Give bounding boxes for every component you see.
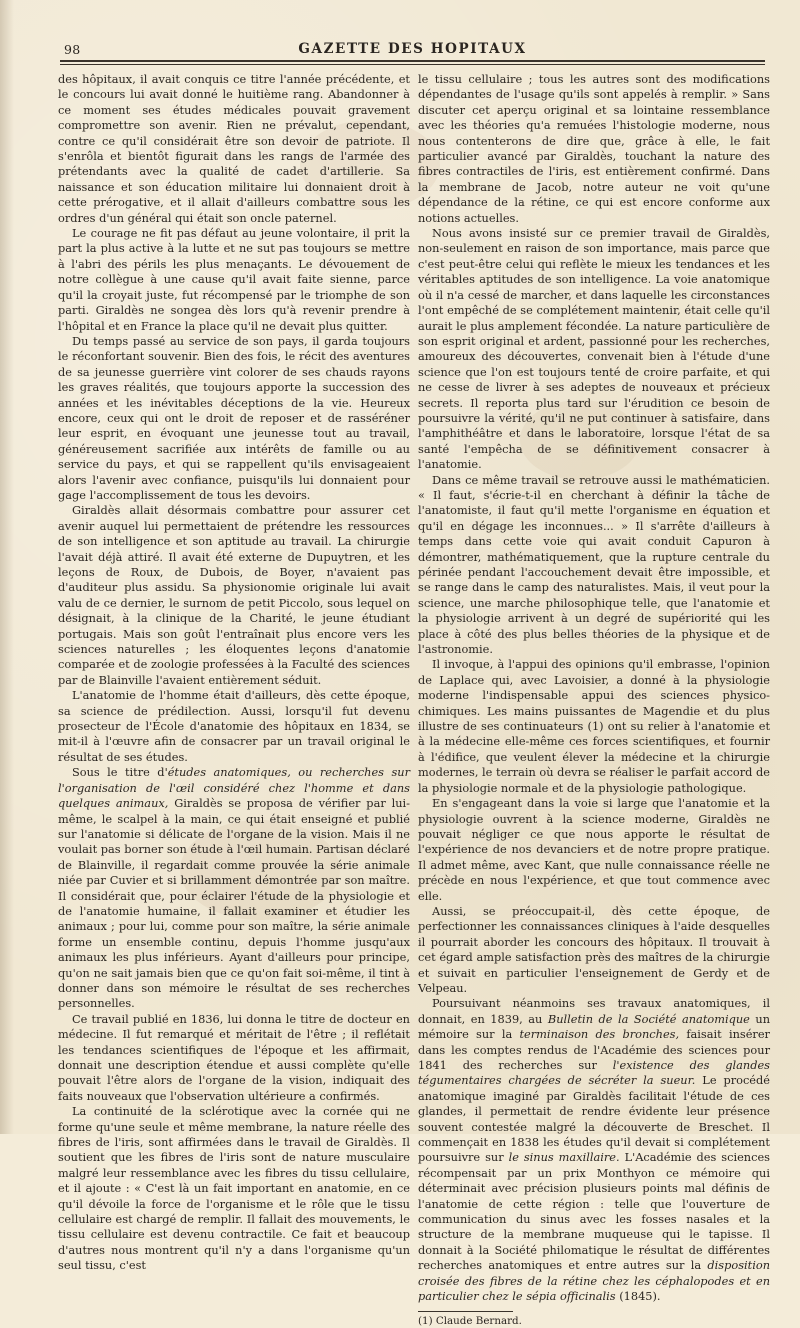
right-column xyxy=(418,72,770,1328)
text-run: faisait insérer dans les comptes rendus de l'Académie des sciences pour 1841 des recherches sur xyxy=(418,1027,770,1072)
paragraph: En s'engageant dans la voie si large que l'anatomie et la physiologie ouvrent à la science moderne, Giraldès ne pouvait négliger ce que nous apporte le résultat de l'expérience de nos devanciers et de notre propre pratique. Il admet même, avec Kant, que nulle connaissance réelle ne précède en nous l'expérience, et que tout commence avec elle. xyxy=(418,796,770,903)
text-run: Le procédé anatomique imaginé par Giraldès facilitait l'étude de ces glandes, il permettait de rendre évidente leur présence souvent contestée malgré la découverte de Breschet. Il commençait en 1838 les études qu'il devait si complétement poursuivre sur xyxy=(418,1073,770,1165)
text-run: Sous le titre d' xyxy=(72,765,168,780)
italic-title: Bulletin de la Société anatomique xyxy=(547,1011,750,1026)
footnote: (1) Claude Bernard. xyxy=(418,1314,522,1327)
running-title: GAZETTE DES HOPITAUX xyxy=(298,41,527,57)
footnote-rule xyxy=(418,1311,513,1312)
italic-title: disposition croisée des fibres de la rétine chez les céphalopodes et en particulier chez le sépia officinalis xyxy=(418,1258,770,1304)
paragraph: L'anatomie de l'homme était d'ailleurs, dès cette époque, sa science de prédilection. Aussi, lorsqu'il fut devenu prosecteur de l'École d'anatomie des hôpitaux en 1834, se mit-il à l'œuvre afin de consacrer par un travail original le résultat de ses études. xyxy=(58,688,410,764)
paragraph xyxy=(58,765,410,1012)
italic-title: études anatomiques, ou recherches sur l'organisation de l'œil considéré chez l'homme et dans quelques animaux, xyxy=(58,765,410,811)
text-run: L'Académie des sciences récompensait par un prix Monthyon ce mémoire qui déterminait avec précision plusieurs points mal définis de l'anatomie de cette région : telle que l'ouverture de communication du sinus avec les fosses nasales et la structure de la membrane muqueuse qui le tapisse. Il donnait à la Société philomatique le résultat de différentes recherches anatomiques et entre autres sur la xyxy=(418,1150,770,1273)
header-rule-thick xyxy=(60,60,765,62)
paragraph: Du temps passé au service de son pays, il garda toujours le réconfortant souvenir. Bien des fois, le récit des aventures de sa jeunesse guerrière vint colorer de ses chauds rayons les graves réalités, que toujours apporte la succession des années et les inévitables déceptions de la vie. Heureux encore, ceux qui ont le droit de reposer et de rasséréner leur esprit, en évoquant une jeunesse tout au travail, généreusement sacrifiée aux intérêts de famille ou au service du pays, et qui se rappellent qu'ils envisageaient alors l'avenir avec confiance, puisqu'ils lui donnaient pour gage l'accomplissement de tous les devoirs. xyxy=(58,333,410,502)
italic-title: terminaison des bronches, xyxy=(519,1027,680,1042)
paragraph: des hôpitaux, il avait conquis ce titre l'année précédente, et le concours lui avait donné le huitième rang. Abandonner à ce moment ses études médicales pouvait gravement compromettre son avenir. Rien ne prévalut, cependant, contre ce qu'il considérait être son devoir de patriote. Il s'enrôla et bientôt figurait dans les rangs de l'armée des prétendants avec la qualité de cadet d'artillerie. Sa naissance et son éducation militaire lui donnaient droit à cette prérogative, et il allait d'ailleurs combattre sous les ordres d'un général qui était son oncle paternel. xyxy=(58,72,410,225)
paragraph: Dans ce même travail se retrouve aussi le mathématicien. « Il faut, s'écrie-t-il en cherchant à définir la tâche de l'anatomiste, il faut qu'il mette l'organisme en équation et qu'il en dégage les inconnues... » Il s'arrête d'ailleurs à temps dans cette voie qui avait conduit Capuron à démontrer, mathématiquement, que la rupture centrale du périnée pendant l'accouchement devait être impossible, et se range dans le camp des naturalistes. Mais, il veut pour la science, une marche philosophique telle, que l'anatomie et la physiologie arrivent à un degré de supériorité qui les place à côté des plus belles théories de la physique et de l'astronomie. xyxy=(418,472,770,657)
italic-title: l'existence des glandes tégumentaires chargées de sécréter la sueur. xyxy=(418,1058,770,1088)
paragraph: Ce travail publié en 1836, lui donna le titre de docteur en médecine. Il fut remarqué et méritait de l'être ; il reflétait les tendances scientifiques de l'époque et les affirmait, donnait une description étendue et aussi complète qu'elle pouvait l'être alors de l'organe de la vision, indiquait des faits nouveaux que l'observation ultérieure a confirmés. xyxy=(58,1011,410,1103)
paragraph: Nous avons insisté sur ce premier travail de Giraldès, non-seulement en raison de son importance, mais parce que c'est peut-être celui qui reflète le mieux les tendances et les véritables aptitudes de son intelligence. La voie anatomique où il n'a cessé de marcher, et dans laquelle les circonstances l'ont empêché de se complétement maintenir, était celle qu'il aurait le plus amplement fécondée. La nature particulière de son esprit original et ardent, passionné pour les recherches, amoureux des découvertes, convenait bien à l'étude d'une science que l'on est toujours tenté de croire parfaite, et qui ne cesse de livrer à ses adeptes de nouveaux et précieux secrets. Il reporta plus tard sur l'érudition ce besoin de poursuivre la vérité, qu'il ne put continuer à satisfaire, dans l'amphithéâtre et dans le laboratoire, lorsque l'état de sa santé l'empêcha de se définitivement consacrer à l'anatomie. xyxy=(418,226,770,472)
paragraph: Aussi, se préoccupait-il, dès cette époque, de perfectionner les connaissances cliniques à l'aide desquelles il pourrait aborder les concours des hôpitaux. Il trouvait à cet égard ample satisfaction près des maîtres de la chirurgie et suivait en particulier l'enseignement de Gerdy et de Velpeau. xyxy=(418,903,770,995)
text-run: un mémoire sur la xyxy=(418,1011,771,1042)
italic-title: le sinus maxillaire. xyxy=(508,1150,620,1165)
header-rule-thin xyxy=(60,64,765,65)
paragraph: le tissu cellulaire ; tous les autres sont des modifications dépendantes de l'usage qu'ils sont appelés à remplir. » Sans discuter cet aperçu original et sa lointaine ressemblance avec les théories qu'a remuées l'histologie moderne, nous nous contenterons de dire que, grâce à elle, le fait particulier avancé par Giraldès, touchant la nature des fibres contractiles de l'iris, est entièrement confirmé. Dans la membrane de Jacob, notre auteur ne voit qu'une dépendance de la rétine, ce qui est encore conforme aux notions actuelles. xyxy=(418,72,770,225)
paragraph: Il invoque, à l'appui des opinions qu'il embrasse, l'opinion de Laplace qui, avec Lavoisier, a donné à la physiologie moderne l'indispensable appui des sciences physico-chimiques. Les mains puissantes de Magendie et du plus illustre de ses continuateurs (1) ont su relier à l'anatomie et à la médecine elle-même ces forces scientifiques, et fournir à l'édifice, que veulent élever la médecine et la chirurgie modernes, le terrain où devra se réaliser le parfait accord de la physiologie normale et de la physiologie pathologique. xyxy=(418,657,770,795)
page-number: 98 xyxy=(64,42,81,57)
paragraph xyxy=(418,996,770,1304)
left-column xyxy=(58,72,410,1274)
paragraph: Giraldès allait désormais combattre pour assurer cet avenir auquel lui permettaient de prétendre les ressources de son intelligence et son aptitude au travail. La chirurgie l'avait déjà attiré. Il avait été externe de Dupuytren, et les leçons de Roux, de Dubois, de Boyer, n'avaient pas d'auditeur plus assidu. Sa physionomie originale lui avait valu de ce dernier, le surnom de petit Piccolo, sous lequel on désignait, à la clinique de la Charité, le jeune étudiant portugais. Mais son goût l'entraînait plus encore vers les sciences naturelles ; les éloquentes leçons d'anatomie comparée et de zoologie professées à la Faculté des sciences par de Blainville l'avaient entièrement séduit. xyxy=(58,503,410,687)
paragraph: La continuité de la sclérotique avec la cornée qui ne forme qu'une seule et même membrane, la nature réelle des fibres de l'iris, sont affirmées dans le travail de Giraldès. Il soutient que les fibres de l'iris sont de nature musculaire malgré leur ressemblance avec les fibres du tissu cellulaire, et il ajoute : « C'est là un fait important en anatomie, en ce qu'il dévoile la force de l'organisme et le rôle que le tissu cellulaire est chargé de remplir. Il fallait des mouvements, le tissu cellulaire est devenu contractile. Ce fait et beaucoup d'autres nous montrent qu'il n'y a dans l'organisme qu'un seul tissu, c'est xyxy=(58,1104,410,1273)
page-edge-shadow xyxy=(0,0,14,1134)
paragraph: Le courage ne fit pas défaut au jeune volontaire, il prit la part la plus active à la lutte et ne sut pas toujours se mettre à l'abri des périls les plus menaçants. Le dévouement de notre collègue à une cause qu'il avait faite sienne, parce qu'il la croyait juste, fut récompensé par le triomphe de son parti. Giraldès ne songea dès lors qu'à revenir prendre à l'hôpital et en France la place qu'il ne devait plus quitter. xyxy=(58,226,410,333)
text-run: (1845). xyxy=(615,1289,661,1304)
text-run: Giraldès se proposa de vérifier par lui-même, le scalpel à la main, ce qui était enseigné et publié sur l'anatomie si délicate de l'organe de la vision. Mais il ne voulait pas borner son étude à l'œil humain. Partisan déclaré de Blainville, il regardait comme prouvée la série animale niée par Cuvier et si brillamment démontrée par son maître. Il considérait que, pour éclairer l'étude de la physiologie et de l'anatomie humaine, il fallait examiner et étudier les animaux ; pour lui, comme pour son maître, la série animale forme un ensemble continu, depuis l'homme jusqu'aux animaux les plus inférieurs. Ayant d'ailleurs pour principe, qu'on ne sait jamais bien que ce qu'on fait soi-même, il tint à donner dans son mémoire le résultat de ses recherches personnelles. xyxy=(58,796,410,1011)
text-run: Poursuivant néanmoins ses travaux anatomiques, il donnait, en 1839, au xyxy=(418,996,770,1026)
